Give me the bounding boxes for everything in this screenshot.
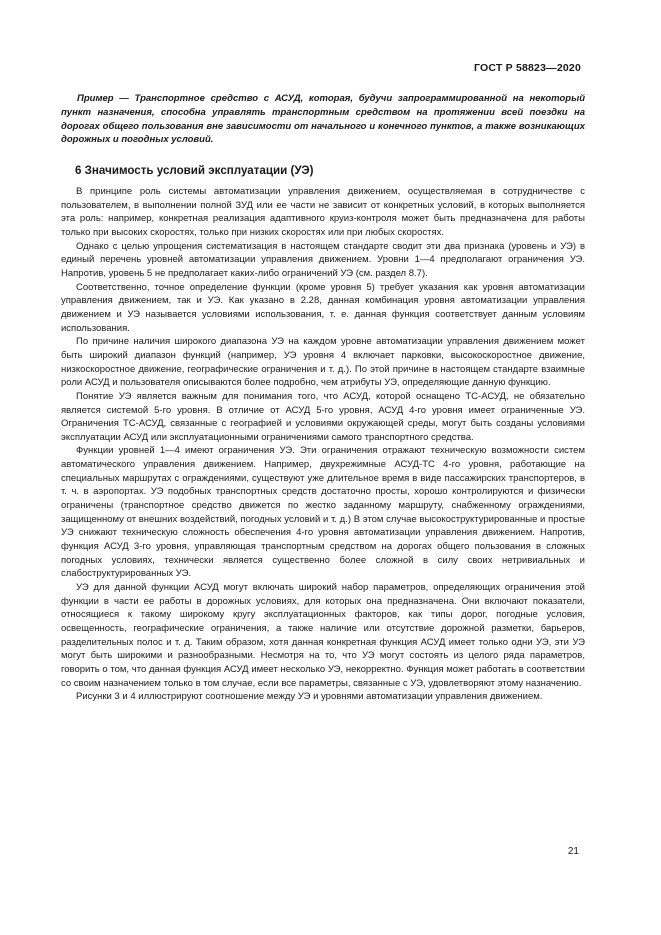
example-text: Пример — Транспортное средство с АСУД, которая, будучи запрограммированной на некоторый пункт назначения, способна управлять транспортным средством на протяжении всей поездки на дорогах общего пользования вне зависимости от начального и конечного пунктов, а также возникающих дорожных и погодных условий.: [61, 93, 585, 146]
standard-number-header: ГОСТ Р 58823—2020: [473, 62, 581, 74]
paragraph: Рисунки 3 и 4 иллюстрируют соотношение между УЭ и уровнями автоматизации управления движением.: [76, 691, 543, 703]
paragraph: Соответственно, точное определение функции (кроме уровня 5) требует указания как уровня автоматизации управления движением, так и УЭ. Как указано в 2.28, данная комбинация уровня автоматизации управления движением и УЭ называется условиями использования, т. е. данная функция соответствует данным условиям использования.: [61, 281, 585, 334]
example-note: [61, 92, 585, 147]
paragraph: В принципе роль системы автоматизации управления движением, осуществляемая в сотрудничестве с пользователем, в выполнении полной ЗУД или ее части не зависит от конкретных условий, в которых выполняется эта роль: например, конкретная реализация адаптивного круиз-контроля может быть предназначена для работы только при высоких скоростях, только при низких скоростях или при любых скоростях.: [61, 186, 585, 238]
paragraph: Однако с целью упрощения систематизация в настоящем стандарте сводит эти два признака (уровень и УЭ) в единый перечень уровней автоматизации управления движением. Уровни 1—4 предполагают ограничения УЭ. Напротив, уровень 5 не предполагает каких-либо ограничений УЭ (см. раздел 8.7).: [61, 240, 585, 279]
section-body: [61, 185, 585, 704]
paragraph: УЭ для данной функции АСУД могут включать широкий набор параметров, определяющих ограничения этой функции в части ее работы в дорожных условиях, для которых она предназначена. Они включают показатели, относящиеся к такому широкому кругу эксплуатационных факторов, как типы дорог, погодные условия, освещенность, географические ограничения, а также наличие или отсутствие дорожной разметки, барьеров, разделительных полос и т. д. Таким образом, хотя данная конкретная функция АСУД имеет только одни УЭ, эти УЭ могут быть широкими и разнообразными. Несмотря на то, что УЭ могут состоять из целого ряда параметров, говорить о том, что данная функция АСУД имеет несколько УЭ, некорректно. Функция может работать в соответствии со своим назначением только в том случае, если все параметры, связанные с УЭ, удовлетворяют этому назначению.: [61, 582, 585, 689]
paragraph: Понятие УЭ является важным для понимания того, что АСУД, которой оснащено ТС-АСУД, не обязательно является системой 5-го уровня. В отличие от АСУД 5-го уровня, АСУД 4-го уровня имеет ограниченные УЭ. Ограничения ТС-АСУД, связанные с географией и условиями окружающей среды, могут быть созданы условиями эксплуатации АСУД или эксплуатационными ограничениями самого транспортного средства.: [61, 390, 585, 443]
section-title: 6 Значимость условий эксплуатации (УЭ): [75, 164, 314, 177]
page-number: 21: [567, 846, 579, 857]
paragraph: Функции уровней 1—4 имеют ограничения УЭ. Эти ограничения отражают техническую возможности систем автоматического управления движением. Например, двухрежимные АСУД-ТС 4-го уровня, работающие на специальных маршрутах с ограждениями, существуют уже длительное время в виде пассажирских транспортеров, в т. ч. в аэропортах. УЭ подобных транспортных средств достаточно просты, хорошо контролируются и физически ограничены (транспортное средство движется по жестко заданному маршруту, снабженному ограждениями, защищенному от внешних воздействий, погодных условий и т. д.) В этом случае высокоструктурированные и простые УЭ снижают техническую сложность обеспечения 4-го уровня автоматизации управления движением. Напротив, функция АСУД 3-го уровня, управляющая транспортным средством на дорогах общего пользования в сложных погодных условиях, технически является существенно более сложной в силу своих нетривиальных и слабоструктурированных УЭ.: [61, 445, 585, 580]
paragraph: По причине наличия широкого диапазона УЭ на каждом уровне автоматизации управления движением может быть широкий диапазон функций (например, УЭ уровня 4 включает парковки, высокоскоростное движение, низкоскоростное движение, географические ограничения и т. д.). По этой причине в настоящем стандарте взаимные роли АСУД и пользователя описываются более подробно, чем атрибуты УЭ, определяющие данную функцию.: [61, 336, 585, 389]
